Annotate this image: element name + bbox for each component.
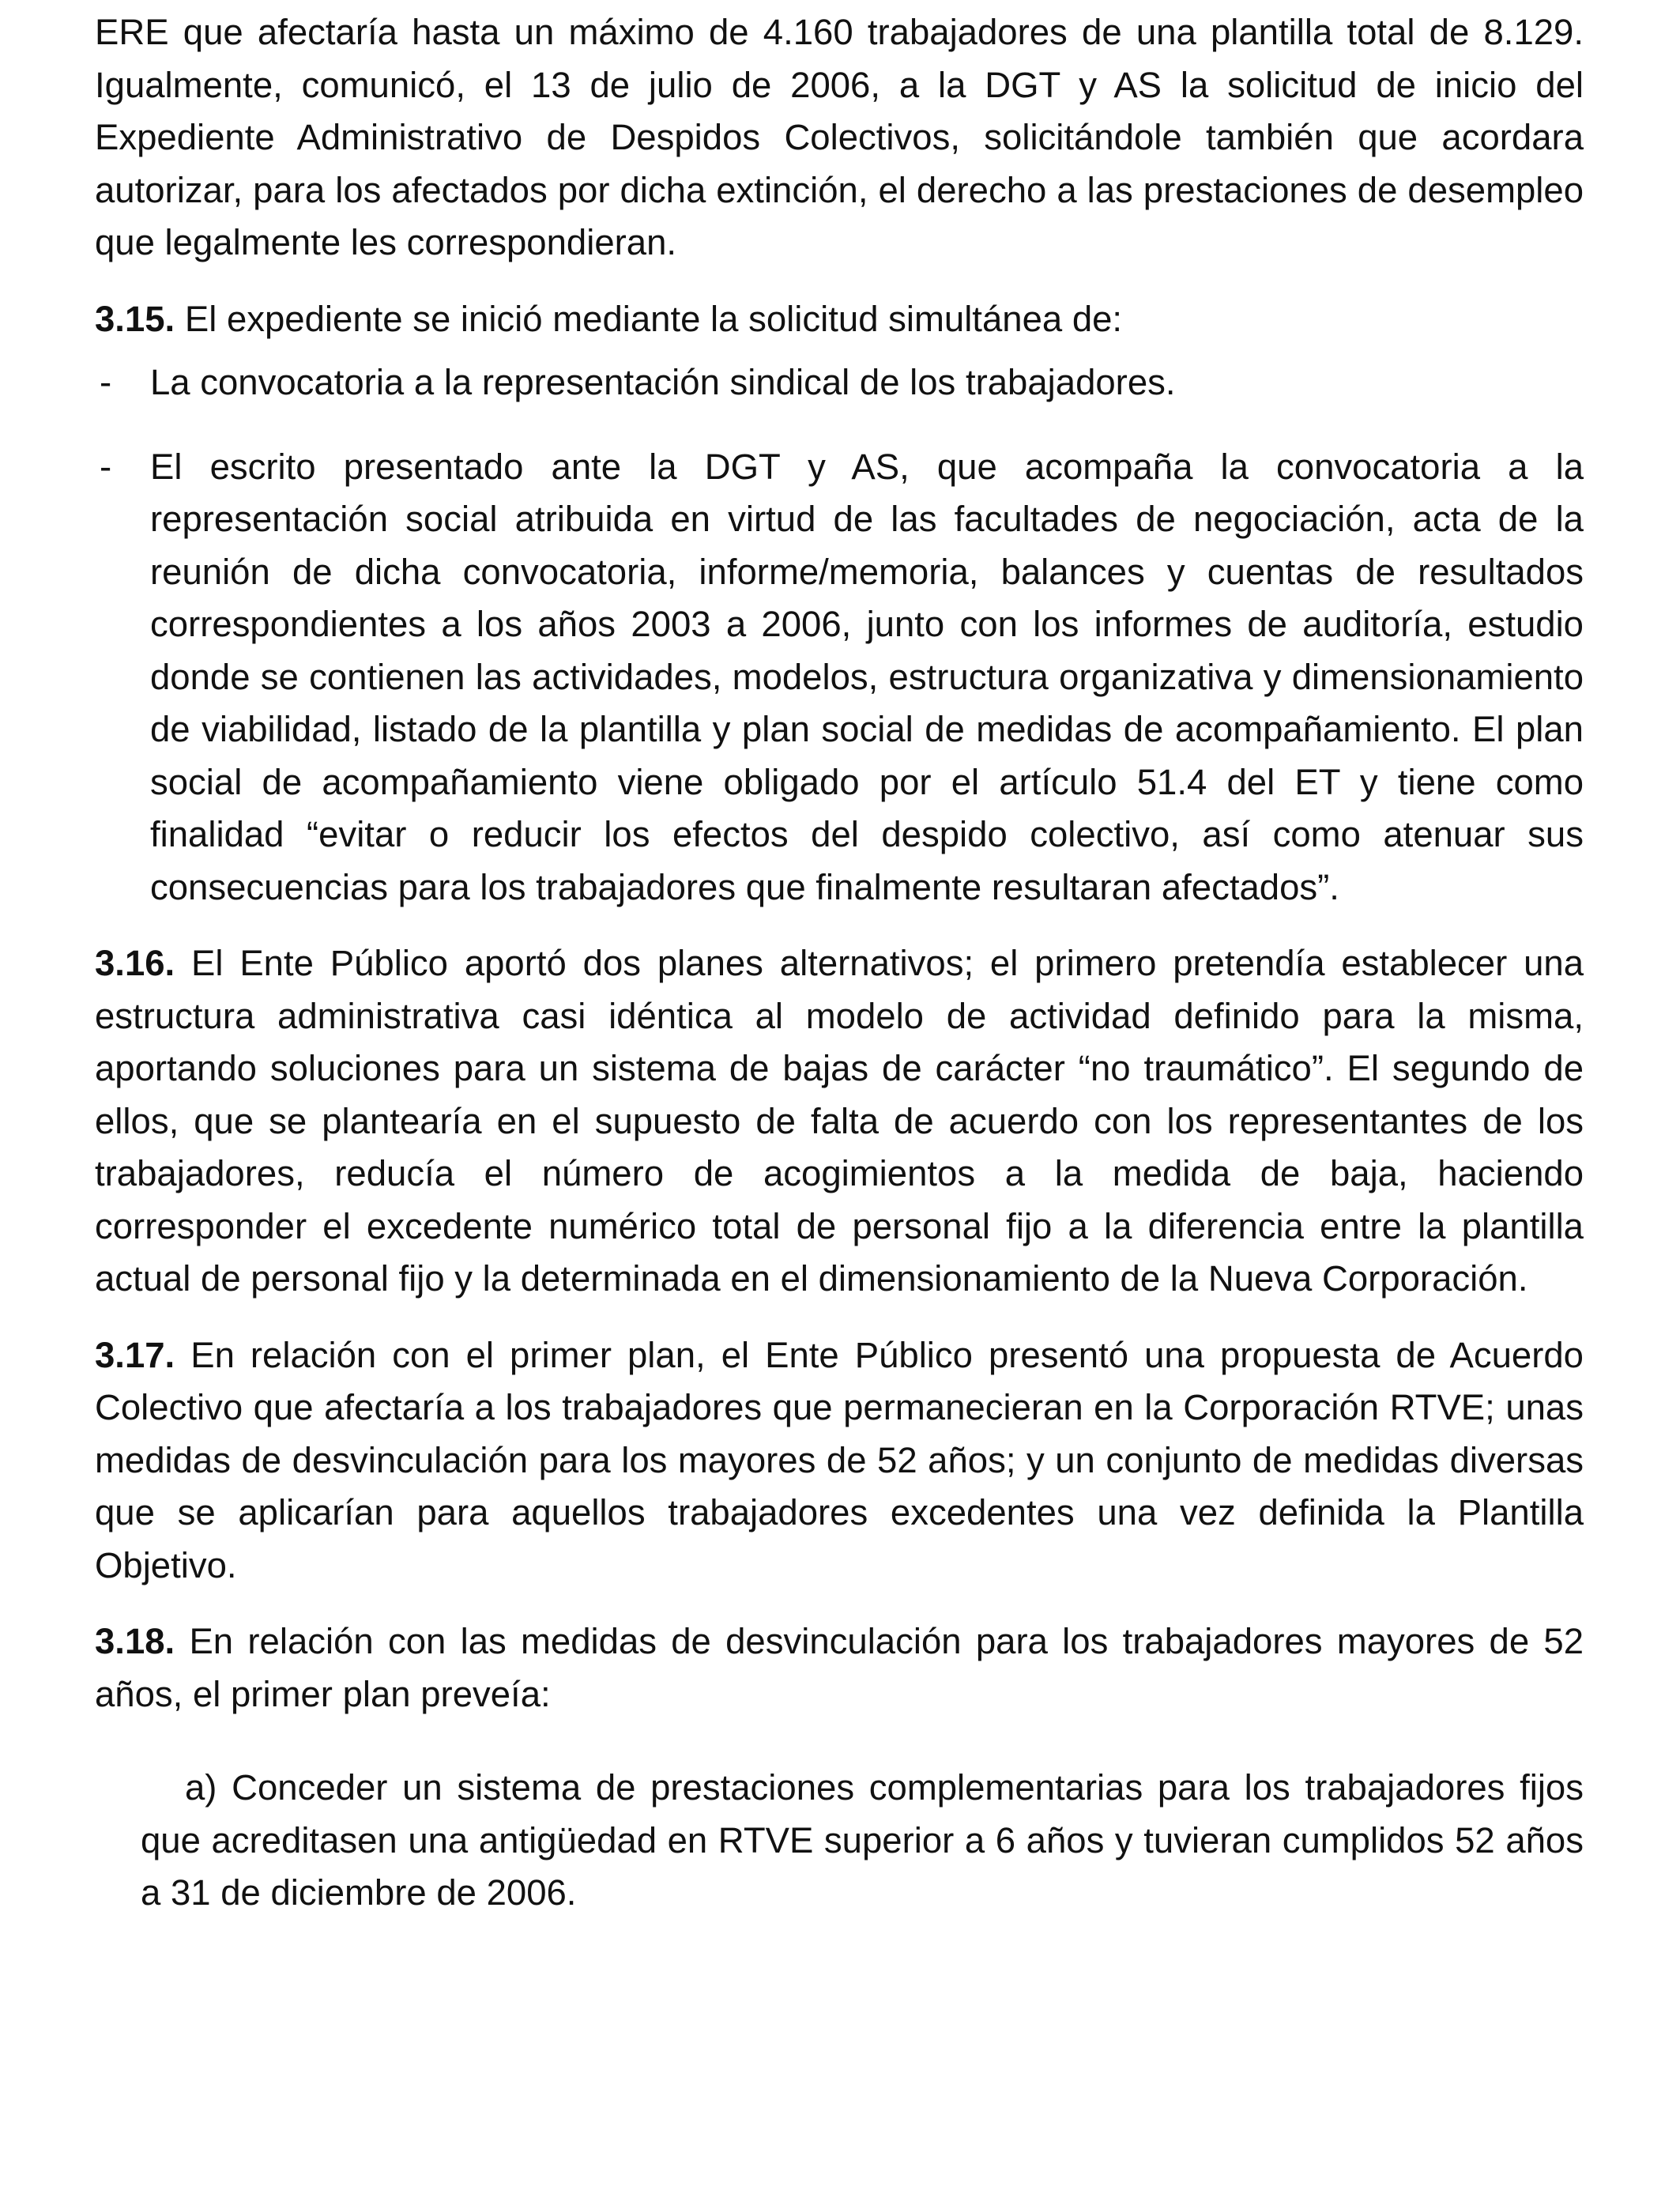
list-item-text: La convocatoria a la representación sindical de los trabajadores. (150, 362, 1176, 402)
subsection-a-label: a) (185, 1767, 232, 1808)
document-page (95, 0, 1584, 1920)
section-number-3-18: 3.18. (95, 1621, 175, 1661)
section-text-3-16: El Ente Público aportó dos planes alternativos; el primero pretendía establecer una estructura administrativa casi idéntica al modelo de actividad definido para la misma, aportando soluciones para un sistema de bajas de carácter “no traumático”. El segundo de ellos, que se plantearía en el supuesto de falta de acuerdo con los representantes de los trabajadores, reducía el número de acogimientos a la medida de baja, haciendo corresponder el excedente numérico total de personal fijo a la diferencia entre la plantilla actual de personal fijo y la determinada en el dimensionamiento de la Nueva Corporación. (95, 943, 1584, 1299)
section-text-3-18: En relación con las medidas de desvinculación para los trabajadores mayores de 52 años, el primer plan preveía: (95, 1621, 1584, 1714)
section-number-3-15: 3.15. (95, 298, 175, 339)
subsection-a-text: Conceder un sistema de prestaciones complementarias para los trabajadores fijos que acreditasen una antigüedad en RTVE superior a 6 años y tuvieran cumplidos 52 años a 31 de diciembre de 2006. (141, 1767, 1584, 1913)
intro-text: ERE que afectaría hasta un máximo de 4.160 trabajadores de una plantilla total de 8.129. Igualmente, comunicó, el 13 de julio de 2006, a la DGT y AS la solicitud de inicio del Expediente Administrativo de Despidos Colectivos, solicitándole también que acordara autorizar, para los afectados por dicha extinción, el derecho a las prestaciones de desempleo que legalmente les correspondieran. (95, 12, 1584, 262)
list-dash: - (100, 362, 112, 402)
section-number-3-16: 3.16. (95, 943, 175, 983)
request-list (95, 356, 1584, 914)
section-3-18 (95, 1615, 1584, 1721)
list-dash: - (100, 446, 112, 487)
list-item-text: El escrito presentado ante la DGT y AS, que acompaña la convocatoria a la representación social atribuida en virtud de las facultades de negociación, acta de la reunión de dicha convocatoria, informe/memoria, balances y cuentas de resultados correspondientes a los años 2003 a 2006, junto con los informes de auditoría, estudio donde se contienen las actividades, modelos, estructura organizativa y dimensionamiento de viabilidad, listado de la plantilla y plan social de medidas de acompañamiento. El plan social de acompañamiento viene obligado por el artículo 51.4 del ET y tiene como finalidad “evitar o reducir los efectos del despido colectivo, así como atenuar sus consecuencias para los trabajadores que finalmente resultaran afectados”. (150, 446, 1584, 907)
subsection-a (95, 1762, 1584, 1920)
subsection-a-paragraph (141, 1762, 1584, 1920)
section-3-17 (95, 1329, 1584, 1593)
intro-paragraph (95, 6, 1584, 270)
section-text-3-17: En relación con el primer plan, el Ente Público presentó una propuesta de Acuerdo Colectivo que afectaría a los trabajadores que permanecieran en la Corporación RTVE; unas medidas de desvinculación para los mayores de 52 años; y un conjunto de medidas diversas que se aplicarían para aquellos trabajadores excedentes una vez definida la Plantilla Objetivo. (95, 1334, 1584, 1585)
section-number-3-17: 3.17. (95, 1334, 175, 1375)
list-item (95, 441, 1584, 914)
section-text-3-15: El expediente se inició mediante la solicitud simultánea de: (175, 298, 1123, 339)
list-item (95, 356, 1584, 409)
section-3-15 (95, 293, 1584, 346)
section-3-16 (95, 937, 1584, 1306)
